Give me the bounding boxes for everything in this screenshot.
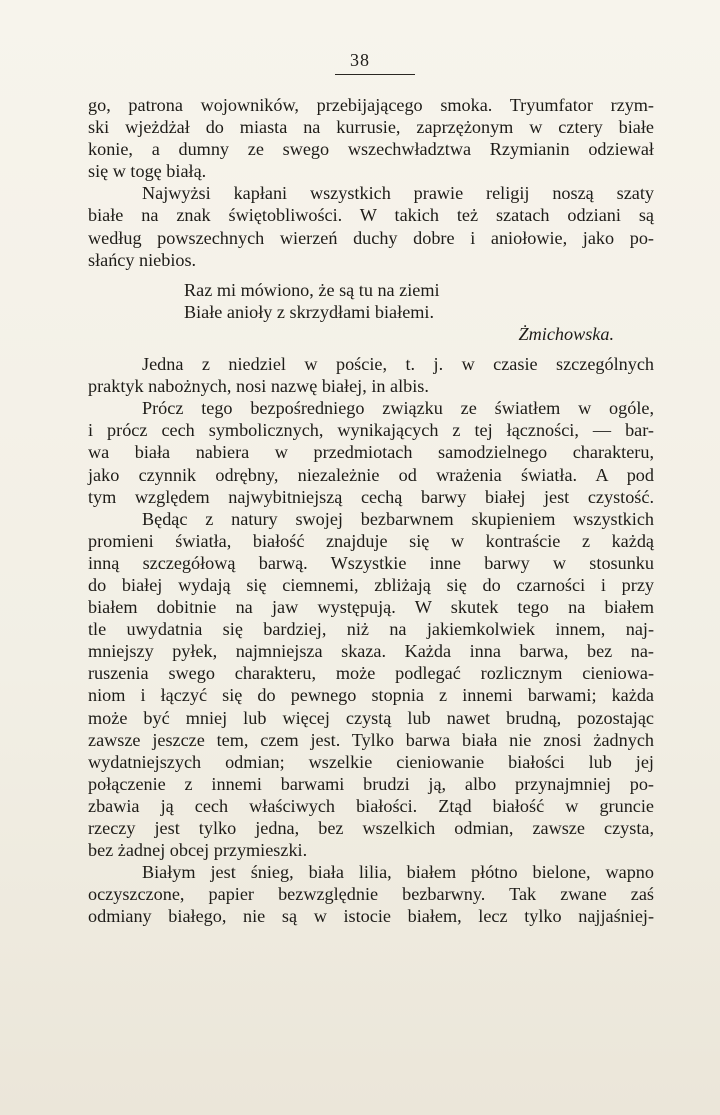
text-line: się w togę białą. — [88, 161, 207, 182]
text-line: może być mniej lub więcej czystą lub nawet brudną, pozostając — [88, 707, 654, 728]
text-line: konie, a dumny ze swego wszechwładztwa Rzymianin odziewał — [88, 139, 654, 160]
text-line: zbawia ją cech właściwych białości. Ztąd białość w gruncie — [88, 795, 654, 816]
page-number-rule — [335, 74, 415, 75]
text-line: słańcy niebios. — [88, 249, 197, 270]
text-line: do białej wydają się ciemnemi, zbliżają się do czarności i przy — [88, 574, 654, 595]
poem-line: Raz mi mówiono, że są tu na ziemi — [184, 279, 440, 300]
text-line: tle uwydatnia się bardziej, niż na jakiemkolwiek innem, naj- — [88, 619, 654, 640]
text-line: zawsze jeszcze tem, czem jest. Tylko barwa biała nie znosi żadnych — [88, 729, 654, 750]
text-line: i prócz cech symbolicznych, wynikających z tej łączności, — bar- — [88, 420, 654, 441]
text-line: rzeczy jest tylko jedna, bez wszelkich odmian, zawsze czysta, — [88, 818, 654, 838]
text-line: odmiany białego, nie są w istocie białem, lecz tylko najjaśniej- — [88, 906, 654, 927]
text-line: połączenie z innemi barwami brudzi ją, albo przynajmniej po- — [88, 773, 654, 794]
text-line: białe na znak świętobliwości. W takich też szatach odziani są — [88, 205, 654, 226]
text-line: według powszechnych wierzeń duchy dobre i aniołowie, jako po- — [88, 227, 654, 248]
text-line: Najwyżsi kapłani wszystkich prawie religij noszą szaty — [142, 183, 654, 204]
text-line: praktyk nabożnych, nosi nazwę białej, in albis. — [88, 376, 429, 397]
text-line: niom i łączyć się do pewnego stopnia z innemi barwami; każda — [88, 685, 654, 706]
text-line: Prócz tego bezpośredniego związku ze światłem w ogóle, — [142, 398, 654, 419]
text-line: bez żadnej obcej przymieszki. — [88, 840, 308, 861]
text-line: Białym jest śnieg, biała lilia, białem płótno bielone, wapno — [142, 862, 654, 883]
text-line: go, patrona wojowników, przebijającego smoka. Tryumfator rzym- — [88, 95, 654, 115]
poem-attribution: Żmichowska. — [518, 323, 614, 344]
text-line: tym względem najwybitniejszą cechą barwy białej jest czystość. — [88, 486, 654, 507]
text-line: ski wjeżdżał do miasta na kurrusie, zaprzężonym w cztery białe — [88, 117, 654, 138]
text-line: promieni światła, białość znajduje się w kontraście z każdą — [88, 530, 654, 551]
text-line: wa biała nabiera w przedmiotach samodzielnego charakteru, — [88, 442, 654, 463]
text-line: jako czynnik odrębny, niezależnie od wrażenia światła. A pod — [88, 464, 654, 485]
poem-line: Białe anioły z skrzydłami białemi. — [184, 301, 435, 322]
text-line: ruszenia swego charakteru, może podlegać rozlicznym cieniowa- — [88, 663, 654, 684]
text-line: wydatniejszych odmian; wszelkie cieniowanie białości lub jej — [88, 751, 654, 772]
body-text — [88, 94, 654, 927]
text-line: inną szczegółową barwą. Wszystkie inne barwy w stosunku — [88, 552, 654, 573]
text-line: mniejszy pyłek, najmniejsza skaza. Każda inna barwa, bez na- — [88, 641, 654, 662]
text-line: Jedna z niedziel w poście, t. j. w czasie szczególnych — [142, 354, 654, 375]
text-line: białem dobitnie na jaw występują. W skutek tego na białem — [88, 597, 654, 618]
page-number: 38 — [350, 50, 370, 70]
text-line: Będąc z natury swojej bezbarwnem skupieniem wszystkich — [142, 508, 654, 529]
text-line: oczyszczone, papier bezwzględnie bezbarwny. Tak zwane zaś — [88, 884, 654, 905]
